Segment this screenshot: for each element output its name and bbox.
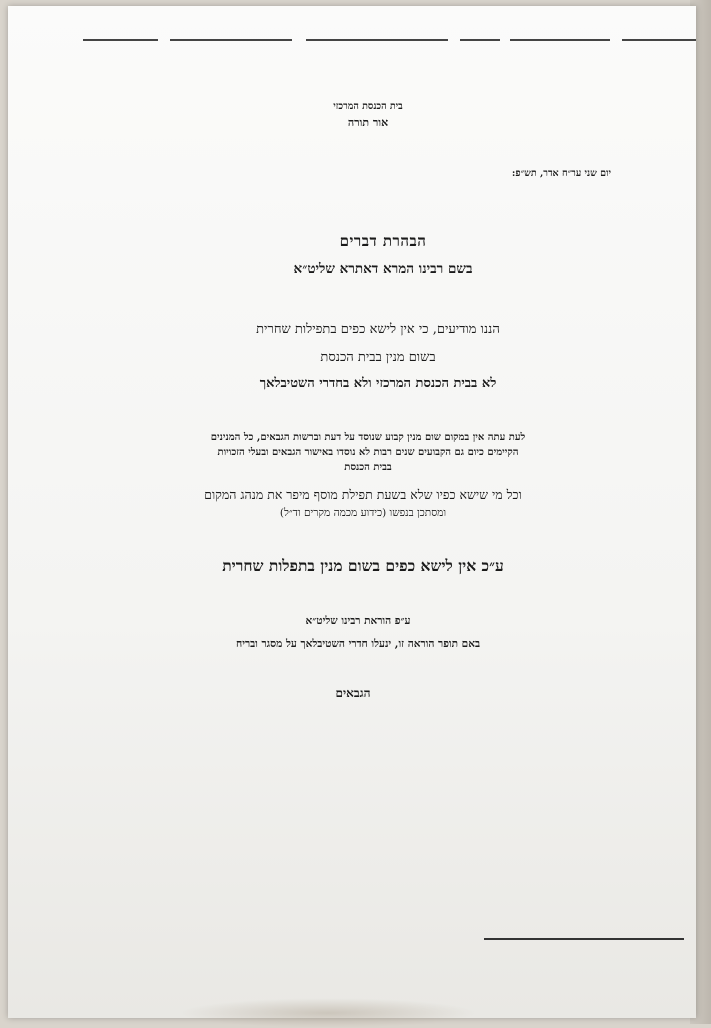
warning-line-2: ומסתכן בנפשו (כידוע מכמה מקרים וד״ל) xyxy=(279,507,447,519)
paragraph-line-1: לעת עתה אין במקום שום מנין קבוע שנוסד על דעת וברשות הגבאים, כל המנינים xyxy=(210,432,526,443)
intro-line-1: הננו מודיעים, כי אין לישא כפים בתפילות שחרית xyxy=(256,322,500,337)
authority-line: ע״פ הוראת רבינו שליט״א xyxy=(305,615,411,627)
paragraph-line-2: הקיימים כיום גם הקבועים שנים רבות לא נוסדו באישור הגבאים ובעלי הזכויות xyxy=(217,447,519,458)
signature: הגבאים xyxy=(335,686,371,700)
header-name: אור תורה xyxy=(347,116,389,129)
intro-bold-line: לא בבית הכנסת המרכזי ולא בחדרי השטיבלאך xyxy=(259,376,497,391)
date-line: יום שני ער״ח אדר, תש״פ: xyxy=(511,168,611,179)
top-rule-segment xyxy=(460,39,500,41)
top-rule-segment xyxy=(510,39,610,41)
bottom-rule xyxy=(484,938,684,940)
document-page xyxy=(8,6,696,1018)
warning-line-1: וכל מי שישא כפיו שלא בשעת תפילת מוסף מיפר את מנהג המקום xyxy=(204,487,522,502)
top-rule-segment xyxy=(170,39,292,41)
enforcement-line: באם תופר הוראה זו, ינעלו חדרי השטיבלאך על מסגר ובריח xyxy=(235,638,481,650)
conclusion-line: ע״כ אין לישא כפים בשום מנין בתפלות שחרית xyxy=(222,556,504,575)
document-subtitle: בשם רבינו המרא דאתרא שליט״א xyxy=(293,261,473,277)
top-rule-segment xyxy=(306,39,448,41)
intro-line-2: בשום מנין בבית הכנסת xyxy=(320,350,436,365)
document-title: הבהרת דברים xyxy=(339,232,427,250)
top-rule-segment xyxy=(83,39,158,41)
paragraph-line-3: בבית הכנסת xyxy=(344,462,392,473)
top-rule-segment xyxy=(622,39,696,41)
header-institution: בית הכנסת המרכזי xyxy=(333,101,403,112)
